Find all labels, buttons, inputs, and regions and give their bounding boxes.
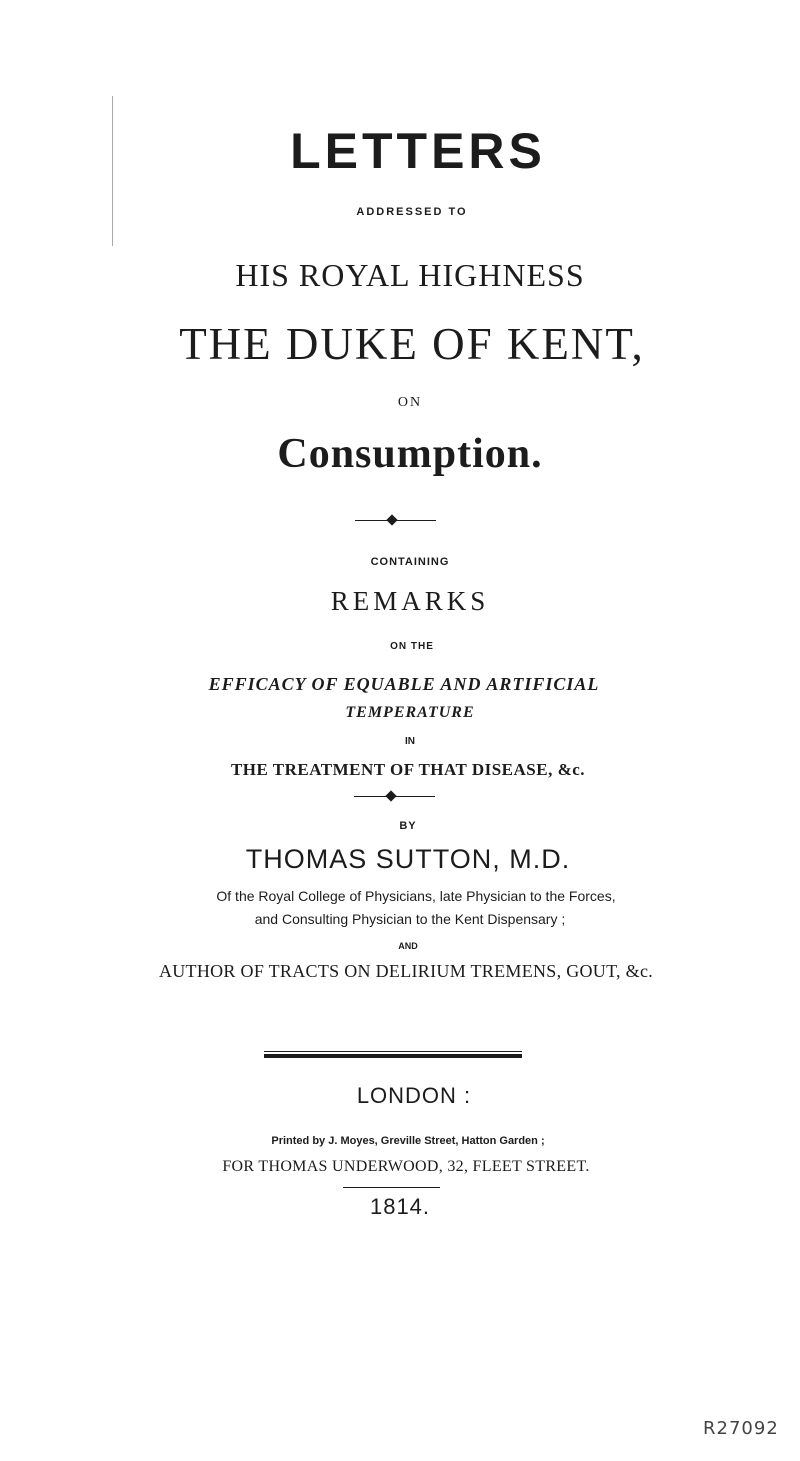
printer-line: Printed by J. Moyes, Greville Street, Hatton Garden ; [271,1135,545,1147]
ornament-divider-right [396,520,436,521]
book-title: LETTERS [290,123,546,179]
handwritten-shelfmark: R27092 [703,1418,779,1439]
efficacy-line: EFFICACY OF EQUABLE AND ARTIFICIAL [208,674,600,694]
author-works: AUTHOR OF TRACTS ON DELIRIUM TREMENS, GOUT, &c. [158,961,654,981]
recipient-line-2: THE DUKE OF KENT, [179,319,645,369]
credentials-line-1: Of the Royal College of Physicians, late Physician to the Forces, [216,888,616,904]
and-label: AND [398,941,418,951]
recipient-line-1: HIS ROYAL HIGHNESS [235,257,585,293]
subject-title: Consumption. [277,431,543,477]
publication-place: LONDON : [356,1083,472,1108]
by-label: BY [399,820,417,832]
on-label: ON [397,395,423,410]
treatment-line: THE TREATMENT OF THAT DISEASE, &c. [230,760,586,779]
remarks-heading: REMARKS [330,586,490,616]
ornament-divider-right [395,796,435,797]
in-label: IN [405,736,415,747]
year-rule [343,1187,440,1188]
containing-label: CONTAINING [370,556,450,568]
publisher-line: FOR THOMAS UNDERWOOD, 32, FLEET STREET. [222,1158,590,1175]
on-the-label: ON THE [390,641,434,652]
addressed-to: ADDRESSED TO [356,206,468,218]
temperature-line: TEMPERATURE [345,704,475,721]
publication-year: 1814. [369,1194,431,1219]
credentials-line-2: and Consulting Physician to the Kent Dispensary ; [254,911,566,927]
author-name: THOMAS SUTTON, M.D. [245,844,571,874]
thick-rule [264,1051,522,1059]
